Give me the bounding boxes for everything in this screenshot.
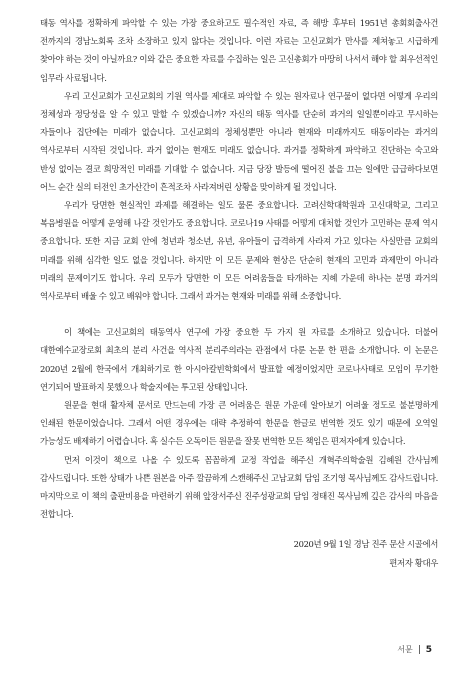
signature-author: 편저자 황대우: [389, 557, 438, 568]
paragraph-6: 먼저 이것이 책으로 나올 수 있도록 꼼꼼하게 교정 작업을 해주신 개혁주의학술원 김혜원 간사님께 감사드립니다. 또한 상태가 나쁜 원본을 아주 깔끔하게 스캔해주신 고남교회 담임 조기영 목사님께도 감사드립니다. 마지막으로 이 책의 출판비용을 마련하기 위해 앞장서주신 진주성광교회 담임 정태진 목사님께 깊은 감사의 마음을 전합니다.: [40, 454, 438, 520]
paragraph-2: 우리 고신교회가 고신교회의 기원 역사를 제대로 파악할 수 있는 원자료나 연구물이 없다면 어떻게 우리의 정체성과 정당성을 알 수 있고 말할 수 있겠습니까? 자신의 태동 역사를 단순히 과거의 일일뿐이라고 무시하는 자들이나 집단에는 미래가 없습니다. 고신교회의 정체성뿐만 아니라 현재와 미래까지도 태동이라는 과거의 역사로부터 시작된 것입니다. 과거 없이는 현재도 미래도 없습니다. 과거를 정확하게 파악하고 진단하는 숙고와 반성 없이는 결코 희망적인 미래를 기대할 수 없습니다. 지금 당장 발등에 떨어진 불을 끄는 일에만 급급하다보면 어느 순간 실의 터전인 초가산간이 흔적조차 사라져버린 상황을 맞이하게 될 것입니다.: [40, 90, 438, 192]
paragraph-1: 태동 역사를 정확하게 파악할 수 있는 가장 중요하고도 필수적인 자료, 즉 해방 후부터 1951년 총회회출사건 전까지의 경남노회록 조차 소장하고 있지 않다는 것입니다. 이런 자료는 고신교회가 만사를 제쳐놓고 시급하게 찾아야 하는 것이 아닐까요? 이와 같은 중요한 자료를 수집하는 일은 고신총회가 마땅히 나서서 해야 할 최우선적인 임무라 사료됩니다.: [40, 18, 438, 83]
paragraph-3: 우리가 당면한 현실적인 과제를 해결하는 일도 물론 중요합니다. 고려신학대학원과 고신대학교, 그리고 복음병원을 어떻게 운영해 나갈 것인가도 중요합니다. 코로나19 사태를 어떻게 대처할 것인가 고민하는 문제 역시 중요합니다. 또한 지금 교회 안에 청년과 청소년, 유년, 유아들이 급격하게 사라져 가고 있다는 사실만큼 교회의 미래를 위해 심각한 일도 없을 것입니다. 하지만 이 모든 문제와 현상은 단순히 현재의 고민과 과제만이 아니라 미래의 문제이기도 합니다. 우리 모두가 당면한 이 모든 어려움들을 타개하는 지혜 가운데 하나는 분명 과거의 역사로부터 배울 수 있고 배워야 합니다. 그래서 과거는 현재와 미래를 위해 소중합니다.: [40, 200, 438, 302]
body-text: [40, 14, 438, 523]
footer-section-title: 서문: [397, 645, 413, 654]
paragraph-5: 원문을 현대 활자체 문서로 만드는데 가장 큰 어려움은 원문 가운데 알아보기 어려울 정도로 불분명하게 인쇄된 한문이었습니다. 그래서 어떤 경우에는 대략 추정하여 한문을 한글로 번역한 것도 있기 때문에 오역일 가능성도 배제하기 어렵습니다. 혹 실수든 오독이든 원문을 잘못 번역한 모든 책임은 편저자에게 있습니다.: [40, 400, 438, 447]
page-footer: [397, 644, 432, 655]
page-number: 5: [425, 644, 432, 655]
section-gap: [40, 305, 438, 323]
signature-block: [40, 535, 438, 571]
footer-divider: [419, 645, 420, 654]
signature-date-place: 2020년 9월 1일 경남 진주 문산 시골에서: [293, 539, 438, 550]
preface-page: [40, 14, 438, 572]
paragraph-4: 이 책에는 고신교회의 태동역사 연구에 가장 중요한 두 가지 원 자료를 소개하고 있습니다. 더불어 대한예수교장로회 최초의 분리 사건을 역사적 분리주의라는 관점에서 다룬 논문 한 편을 소개합니다. 이 논문은 2020년 2월에 한국에서 개최하기로 한 아시아칼빈학회에서 발표할 예정이었지만 코로나사태로 모임이 무기한 연기되어 발표하지 못했으나 학술지에는 투고된 상태입니다.: [40, 327, 438, 392]
